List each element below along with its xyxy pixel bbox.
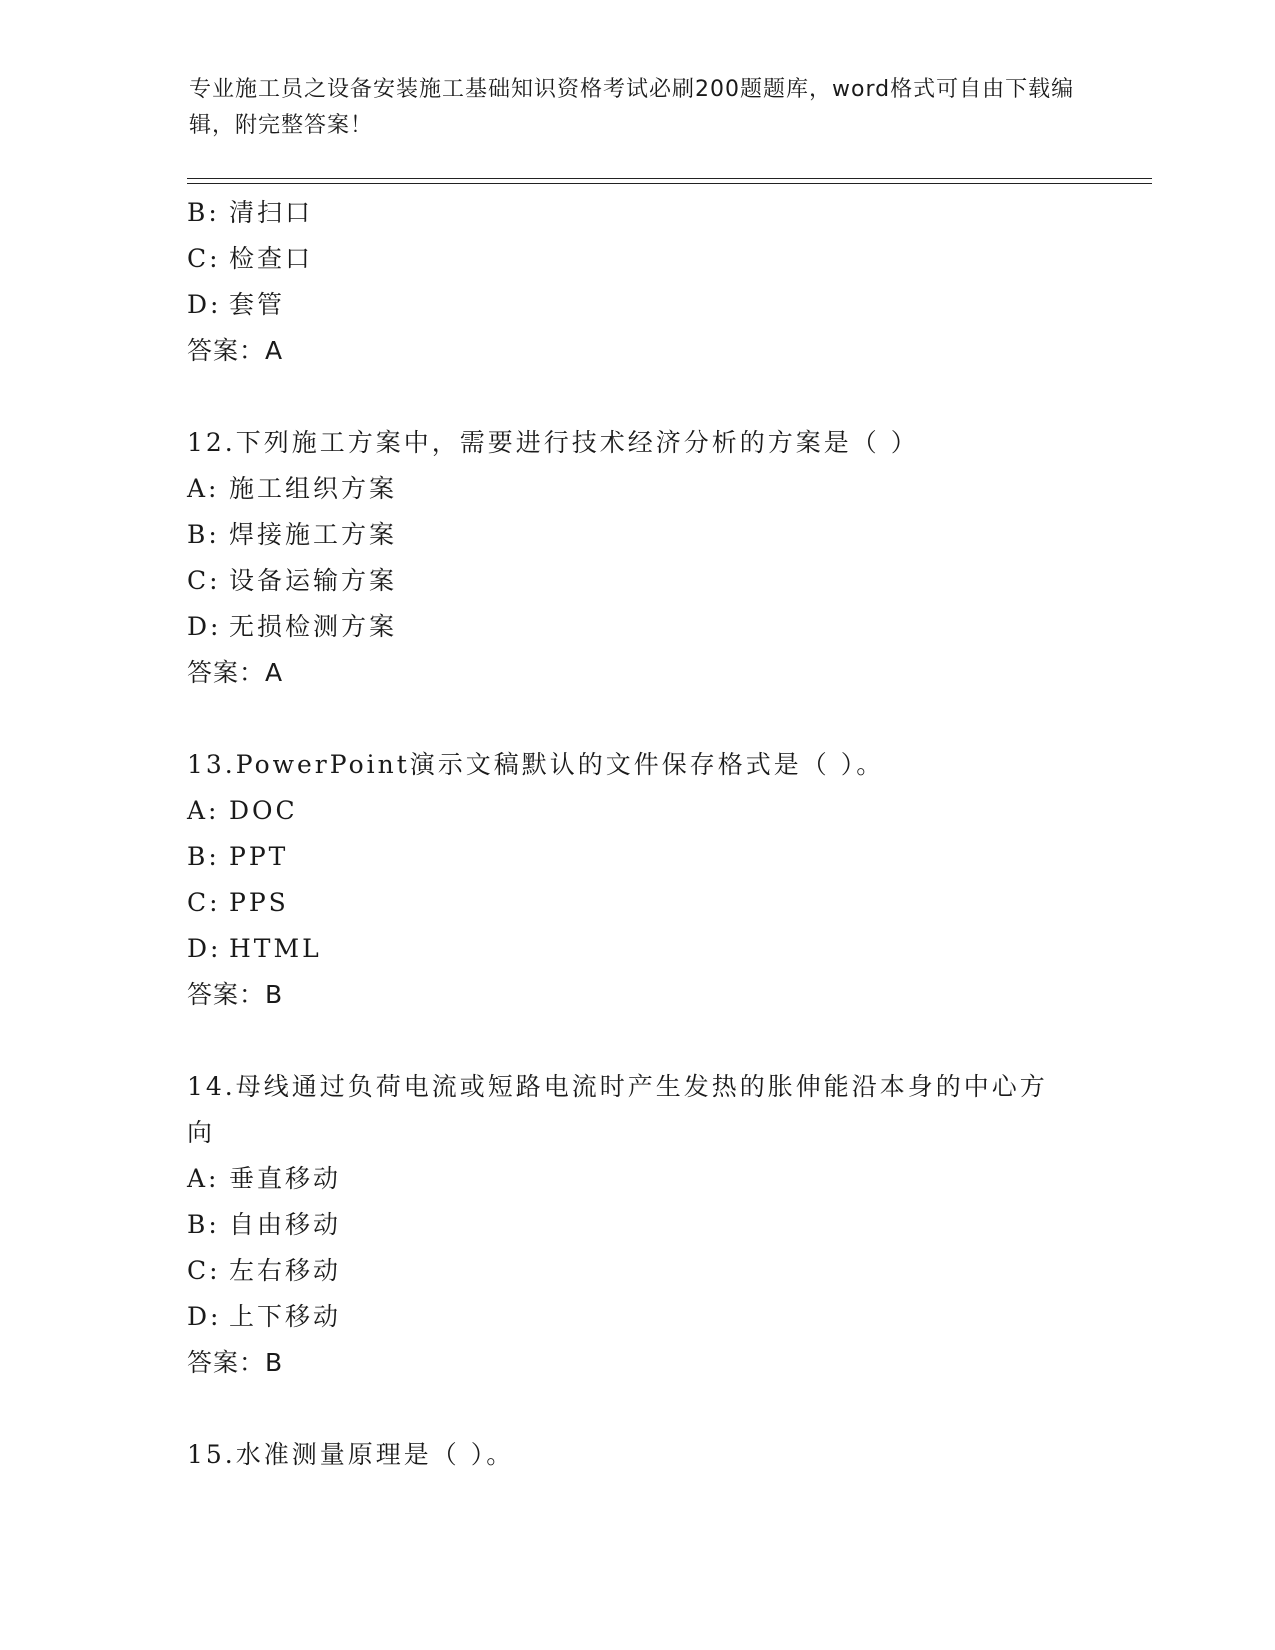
option-text: 检查口: [229, 244, 314, 273]
option-c: [187, 558, 1087, 604]
answer-value: B: [265, 1348, 284, 1377]
document-header: [189, 72, 1089, 144]
option-label: C:: [187, 888, 221, 917]
header-divider-bottom: [187, 183, 1152, 184]
option-d: [187, 1294, 1087, 1340]
option-b: [187, 190, 1087, 236]
answer-value: A: [265, 336, 284, 365]
question-stem: 13.PowerPoint演示文稿默认的文件保存格式是（ ）。: [187, 750, 885, 779]
option-c: [187, 236, 1087, 282]
option-b: [187, 512, 1087, 558]
option-text: 施工组织方案: [229, 474, 398, 503]
option-label: C:: [187, 566, 221, 595]
answer-line: [187, 972, 1087, 1018]
answer-value: A: [265, 658, 284, 687]
option-label: C:: [187, 1256, 221, 1285]
option-label: A:: [187, 474, 220, 503]
option-text: HTML: [229, 934, 322, 963]
option-text: PPT: [229, 842, 289, 871]
question-14: [187, 1064, 1087, 1386]
header-divider-top: [187, 178, 1152, 179]
spacer: [187, 374, 1087, 420]
spacer: [187, 1386, 1087, 1432]
answer-label: 答案：: [187, 1348, 266, 1377]
option-text: 焊接施工方案: [229, 520, 398, 549]
question-stem: 12.下列施工方案中，需要进行技术经济分析的方案是（ ）: [187, 428, 919, 457]
answer-line: [187, 650, 1087, 696]
question-list: [187, 190, 1087, 1478]
option-label: B:: [187, 1210, 220, 1239]
question-12: [187, 420, 1087, 696]
answer-value: B: [265, 980, 284, 1009]
option-c: [187, 880, 1087, 926]
answer-label: 答案：: [187, 658, 266, 687]
option-b: [187, 834, 1087, 880]
option-text: 无损检测方案: [229, 612, 398, 641]
option-c: [187, 1248, 1087, 1294]
option-label: D:: [187, 1302, 222, 1331]
option-text: 清扫口: [229, 198, 314, 227]
option-text: PPS: [229, 888, 289, 917]
question-11-continuation: [187, 190, 1087, 374]
header-title: 专业施工员之设备安装施工基础知识资格考试必刷200题题库，word格式可自由下载编辑，附完整答案！: [189, 77, 1075, 138]
option-text: 左右移动: [229, 1256, 342, 1285]
spacer: [187, 696, 1087, 742]
option-text: 自由移动: [229, 1210, 342, 1239]
option-label: B:: [187, 842, 220, 871]
option-label: B:: [187, 520, 220, 549]
option-a: [187, 1156, 1087, 1202]
option-label: A:: [187, 1164, 220, 1193]
answer-label: 答案：: [187, 336, 266, 365]
option-label: C:: [187, 244, 221, 273]
option-label: D:: [187, 934, 222, 963]
option-d: [187, 604, 1087, 650]
option-text: DOC: [229, 796, 298, 825]
question-13: [187, 742, 1087, 1018]
question-15: [187, 1432, 1087, 1478]
question-stem: 15.水准测量原理是（ ）。: [187, 1440, 515, 1469]
option-b: [187, 1202, 1087, 1248]
option-text: 垂直移动: [229, 1164, 342, 1193]
option-label: B:: [187, 198, 220, 227]
option-label: D:: [187, 290, 222, 319]
question-stem: 14.母线通过负荷电流或短路电流时产生发热的胀伸能沿本身的中心方向: [187, 1072, 1048, 1147]
answer-line: [187, 328, 1087, 374]
option-text: 上下移动: [229, 1302, 342, 1331]
option-d: [187, 926, 1087, 972]
option-a: [187, 466, 1087, 512]
answer-line: [187, 1340, 1087, 1386]
option-text: 套管: [229, 290, 286, 319]
option-a: [187, 788, 1087, 834]
option-label: A:: [187, 796, 220, 825]
answer-label: 答案：: [187, 980, 266, 1009]
option-label: D:: [187, 612, 222, 641]
option-text: 设备运输方案: [229, 566, 398, 595]
option-d: [187, 282, 1087, 328]
spacer: [187, 1018, 1087, 1064]
